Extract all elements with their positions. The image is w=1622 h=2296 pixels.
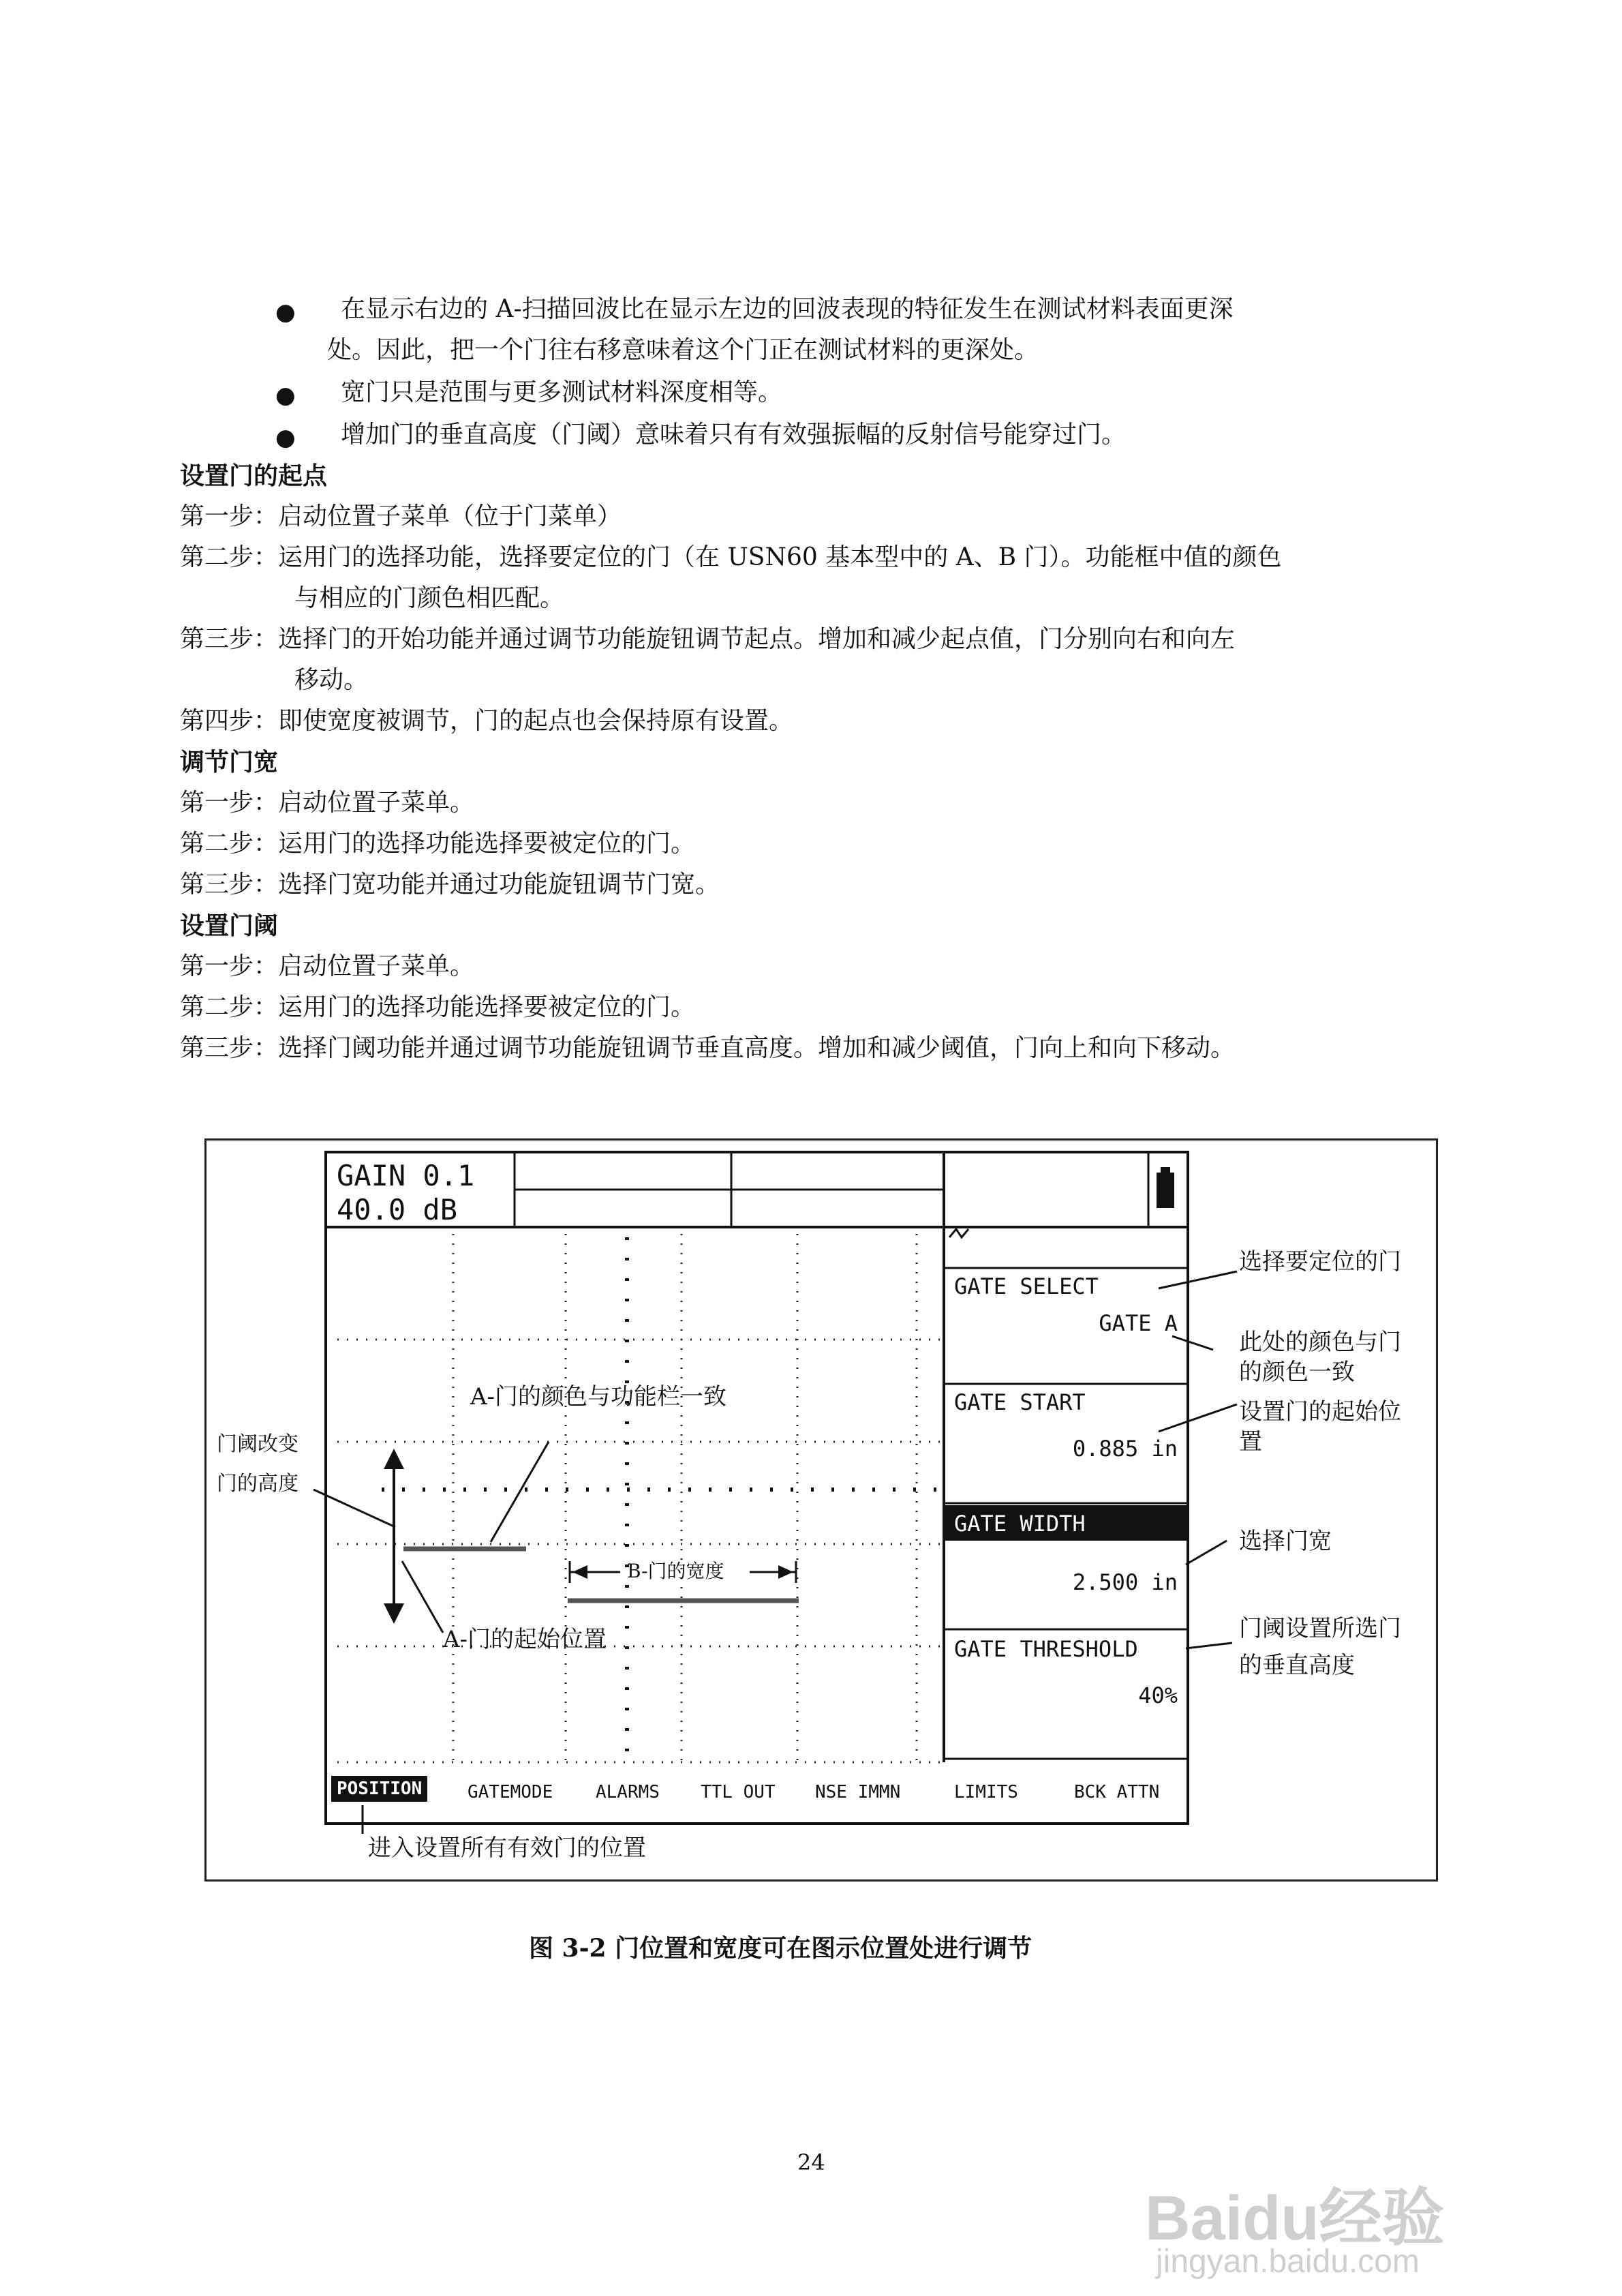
gate-select-value: GATE A xyxy=(1099,1310,1178,1336)
step-text: 第三步：选择门的开始功能并通过调节功能旋钮调节起点。增加和减少起点值，门分别向右和向左 xyxy=(180,625,1236,653)
leader-line xyxy=(1159,1271,1237,1288)
gain-value: 40.0 dB xyxy=(337,1193,458,1226)
leader-line xyxy=(1159,1404,1237,1432)
menu-bck-attn[interactable]: BCK ATTN xyxy=(1074,1782,1160,1802)
bullet-text: 处。因此，把一个门往右移意味着这个门正在测试材料的更深处。 xyxy=(327,336,1039,364)
watermark-url: jingyan.baidu.com xyxy=(1156,2244,1420,2280)
annotation-a-gate-color: A-门的颜色与功能栏一致 xyxy=(470,1383,727,1410)
step-text: 第四步：即使宽度被调节，门的起点也会保持原有设置。 xyxy=(180,707,794,735)
gain-label: GAIN 0.1 xyxy=(337,1159,475,1192)
gate-threshold-label[interactable]: GATE THRESHOLD xyxy=(954,1636,1138,1662)
menu-position[interactable]: POSITION xyxy=(331,1776,427,1802)
bullet-dot: ● xyxy=(275,299,296,326)
center-axis xyxy=(382,1237,940,1759)
annotation-threshold-right: 的垂直高度 xyxy=(1239,1652,1355,1679)
leader-line xyxy=(402,1561,443,1633)
caption-text: 门位置和宽度可在图示位置处进行调节 xyxy=(606,1934,1032,1963)
menu-nse-immn[interactable]: NSE IMMN xyxy=(815,1782,901,1802)
step-text: 与相应的门颜色相匹配。 xyxy=(294,584,565,612)
page-number: 24 xyxy=(797,2149,825,2175)
leader-line xyxy=(491,1442,549,1542)
annotation-threshold-left: 门阈改变 xyxy=(217,1432,299,1456)
leader-line xyxy=(1186,1541,1227,1565)
annotation-threshold-left: 门的高度 xyxy=(217,1472,299,1496)
screen-frame xyxy=(326,1152,1188,1824)
wave-icon xyxy=(949,1229,968,1237)
figure-caption xyxy=(529,1933,1032,1964)
leader-line xyxy=(1186,1643,1232,1648)
step-text: 第二步：运用门的选择功能选择要被定位的门。 xyxy=(180,830,696,858)
gate-width-label[interactable]: GATE WIDTH xyxy=(954,1511,1086,1537)
step-text: 第一步：启动位置子菜单（位于门菜单） xyxy=(180,502,622,530)
menu-ttl-out[interactable]: TTL OUT xyxy=(701,1782,776,1802)
bullet-text: 在显示右边的 A-扫描回波比在显示左边的回波表现的特征发生在测试材料表面更深 xyxy=(341,295,1234,323)
gate-start-label[interactable]: GATE START xyxy=(954,1389,1086,1415)
menu-alarms[interactable]: ALARMS xyxy=(596,1782,660,1802)
caption-prefix: 图 3-2 xyxy=(529,1934,607,1963)
step-text: 第一步：启动位置子菜单。 xyxy=(180,789,475,817)
watermark-logo: Baidu经验 xyxy=(1145,2184,1445,2253)
gate-width-value: 2.500 in xyxy=(1072,1569,1178,1595)
step-text: 第三步：选择门宽功能并通过功能旋钮调节门宽。 xyxy=(180,871,720,898)
bullet-dot: ● xyxy=(275,382,296,409)
arrow-up-icon xyxy=(384,1449,404,1469)
annotation-position-note: 进入设置所有有效门的位置 xyxy=(368,1834,646,1862)
battery-icon-tip xyxy=(1161,1167,1170,1174)
annotation-select-gate: 选择要定位的门 xyxy=(1239,1248,1401,1275)
section-heading: 设置门阈 xyxy=(180,911,279,940)
step-text: 第二步：运用门的选择功能选择要被定位的门。 xyxy=(180,993,696,1021)
bullet-text: 宽门只是范围与更多测试材料深度相等。 xyxy=(341,378,783,406)
gate-threshold-value: 40% xyxy=(1138,1682,1178,1708)
a-scan-grid xyxy=(337,1234,940,1762)
gate-select-label[interactable]: GATE SELECT xyxy=(954,1273,1099,1299)
annotation-set-start: 设置门的起始位 xyxy=(1239,1398,1401,1425)
bullet-dot: ● xyxy=(275,424,296,451)
step-text: 第一步：启动位置子菜单。 xyxy=(180,952,475,980)
annotation-set-start: 置 xyxy=(1239,1428,1262,1455)
bullet-text: 增加门的垂直高度（门阈）意味着只有有效强振幅的反射信号能穿过门。 xyxy=(341,421,1127,449)
step-text: 第三步：选择门阈功能并通过调节功能旋钮调节垂直高度。增加和减少阈值，门向上和向下移动。 xyxy=(180,1034,1236,1062)
step-text: 第二步：运用门的选择功能，选择要定位的门（在 USN60 基本型中的 A、B 门）。功能框中值的颜色 xyxy=(180,543,1282,571)
battery-icon xyxy=(1157,1173,1174,1208)
arrow-left-icon xyxy=(572,1565,587,1579)
arrow-right-icon xyxy=(778,1565,793,1579)
annotation-threshold-right: 门阈设置所选门 xyxy=(1239,1615,1401,1642)
annotation-color-match: 的颜色一致 xyxy=(1239,1359,1355,1386)
annotation-a-gate-start: A-门的起始位置 xyxy=(443,1626,607,1653)
section-heading: 设置门的起点 xyxy=(180,462,328,490)
gate-start-value: 0.885 in xyxy=(1072,1436,1178,1462)
menu-limits[interactable]: LIMITS xyxy=(954,1782,1018,1802)
section-heading: 调节门宽 xyxy=(180,748,279,776)
leader-line xyxy=(1172,1336,1213,1350)
annotation-b-gate-width: B-门的宽度 xyxy=(627,1560,724,1582)
menu-gatemode[interactable]: GATEMODE xyxy=(468,1782,553,1802)
annotation-color-match: 此处的颜色与门 xyxy=(1239,1329,1401,1356)
annotation-select-width: 选择门宽 xyxy=(1239,1528,1332,1555)
step-text: 移动。 xyxy=(294,666,369,694)
arrow-down-icon xyxy=(384,1603,404,1624)
